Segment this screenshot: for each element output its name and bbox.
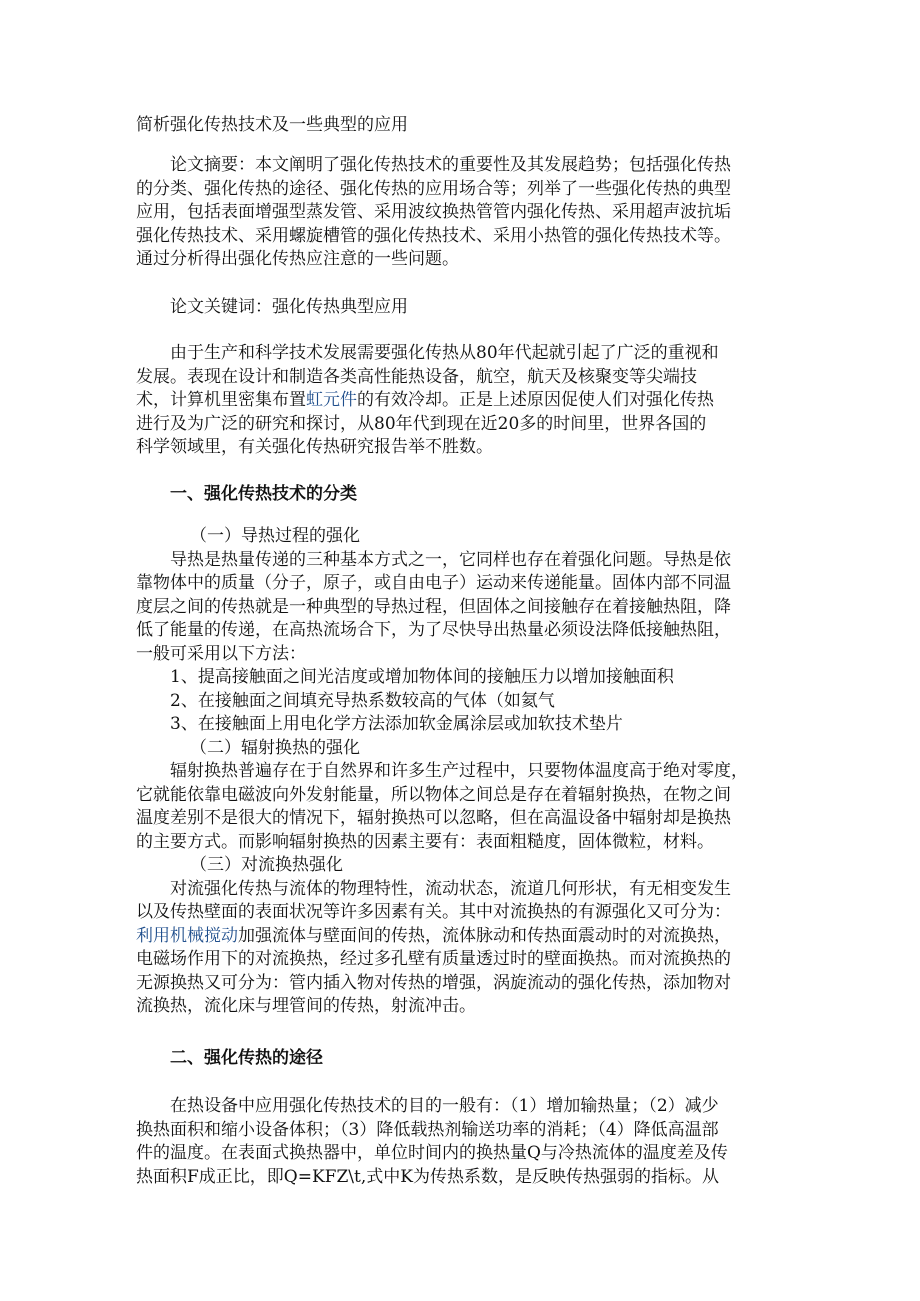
abstract-paragraph: 论文摘要：本文阐明了强化传热技术的重要性及其发展趋势；包括强化传热 的分类、强化传热的途径、强化传热的应用场合等；列举了一些强化传热的典型 应用，包括表面增强型蒸发管、采用波纹换热管管内强化传热、采用超声波抗垢 强化传热技术、采用螺旋槽管的强化传热技术、采用小热管的强化传热技术等。 通过分析得出强化传热应注意的一些问题。 (136, 155, 731, 269)
method-item: 2、在接触面之间填充导热系数较高的气体（如氦气 (170, 690, 555, 711)
subheading-convection: （三）对流换热强化 (190, 855, 343, 875)
section1-body: （一）导热过程的强化 导热是热量传递的三种基本方式之一，它同样也存在着强化问题。导热是依 靠物体中的质量（分子，原子，或自由电子）运动来传递能量。固体内部不同温 度层之间的传热就是一种典型的导热过程，但固体之间接触存在着接触热阻，降 低了能量的传递，在高热流场合下，为了尽快导出热量必须设法降低接触热阻， 一般可采用以下方法： 1、提高接触面之间光洁度或增加物体间的接触压力以增加接触面积 2、在接触面之间填充导热系数较高的气体（如氦气 3、在接触面上用电化学方法添加软金属涂层或加软技术垫片 （二）辐射换热的强化 辐射换热普遍存在于自然界和许多生产过程中，只要物体温度高于绝对零度， 它就能依靠电磁波向外发射能量，所以物体之间总是存在着辐射换热，在物之间 温度差别不是很大的情况下，辐射换热可以忽略，但在高温设备中辐射却是换热 的主要方式。而影响辐射换热的因素主要有：表面粗糙度，固体微粒，材料。 （三）对流换热强化 对流强化传热与流体的物理特性，流动状态，流道几何形状，有无相变发生 以及传热壁面的表面状况等许多因素有关。其中对流换热的有源强化又可分为： 利用机械搅动加强流体与壁面间的传热，流体脉动和传热面震动时的对流换热， 电磁场作用下的对流换热，经过多孔壁有质量透过时的壁面换热。而对流换热的 无源换热又可分为：管内插入物对传热的增强，涡旋流动的强化传热，添加物对 流换热，流化床与埋管间的传热，射流冲击。 (136, 525, 786, 1019)
subheading-conduction: （一）导热过程的强化 (190, 526, 360, 546)
doc-title: 简析强化传热技术及一些典型的应用 (136, 115, 408, 135)
section2-body: 在热设备中应用强化传热技术的目的一般有：（1）增加输热量；（2）减少 换热面积和缩小设备体积；（3）降低载热剂输送功率的消耗；（4）降低高温部 件的温度。在表面式换热器中，单位时间内的换热量Q与冷热流体的温度差及传 热面积F成正比，即Q=KFZ\t,式中K为传热系数，是反映传热强弱的指标。从 (136, 1096, 728, 1187)
method-item: 1、提高接触面之间光洁度或增加物体间的接触压力以增加接触面积 (170, 667, 674, 687)
subheading-radiation: （二）辐射换热的强化 (190, 737, 360, 758)
section2-heading: 二、强化传热的途径 (170, 1048, 323, 1068)
method-item: 3、在接触面上用电化学方法添加软金属涂层或加软技术垫片 (170, 714, 623, 734)
link-mechanical-stirring[interactable]: 利用机械搅动 (136, 925, 238, 946)
keywords-paragraph: 论文关键词：强化传热典型应用 (170, 297, 408, 317)
intro-paragraph: 由于生产和科学技术发展需要强化传热从80年代起就引起了广泛的重视和 发展。表现在设计和制造各类高性能热设备，航空，航天及核聚变等尖端技 术，计算机里密集布置虹元件的有效冷却。正是上述原因促使人们对强化传热 进行及为广泛的研究和探讨，从80年代到现在近20多的时间里，世界各国的 科学领域里，有关强化传热研究报告举不胜数。 (136, 343, 719, 457)
link-hong-yuanjian[interactable]: 虹元件 (306, 390, 357, 410)
section1-heading: 一、强化传热技术的分类 (170, 484, 357, 504)
